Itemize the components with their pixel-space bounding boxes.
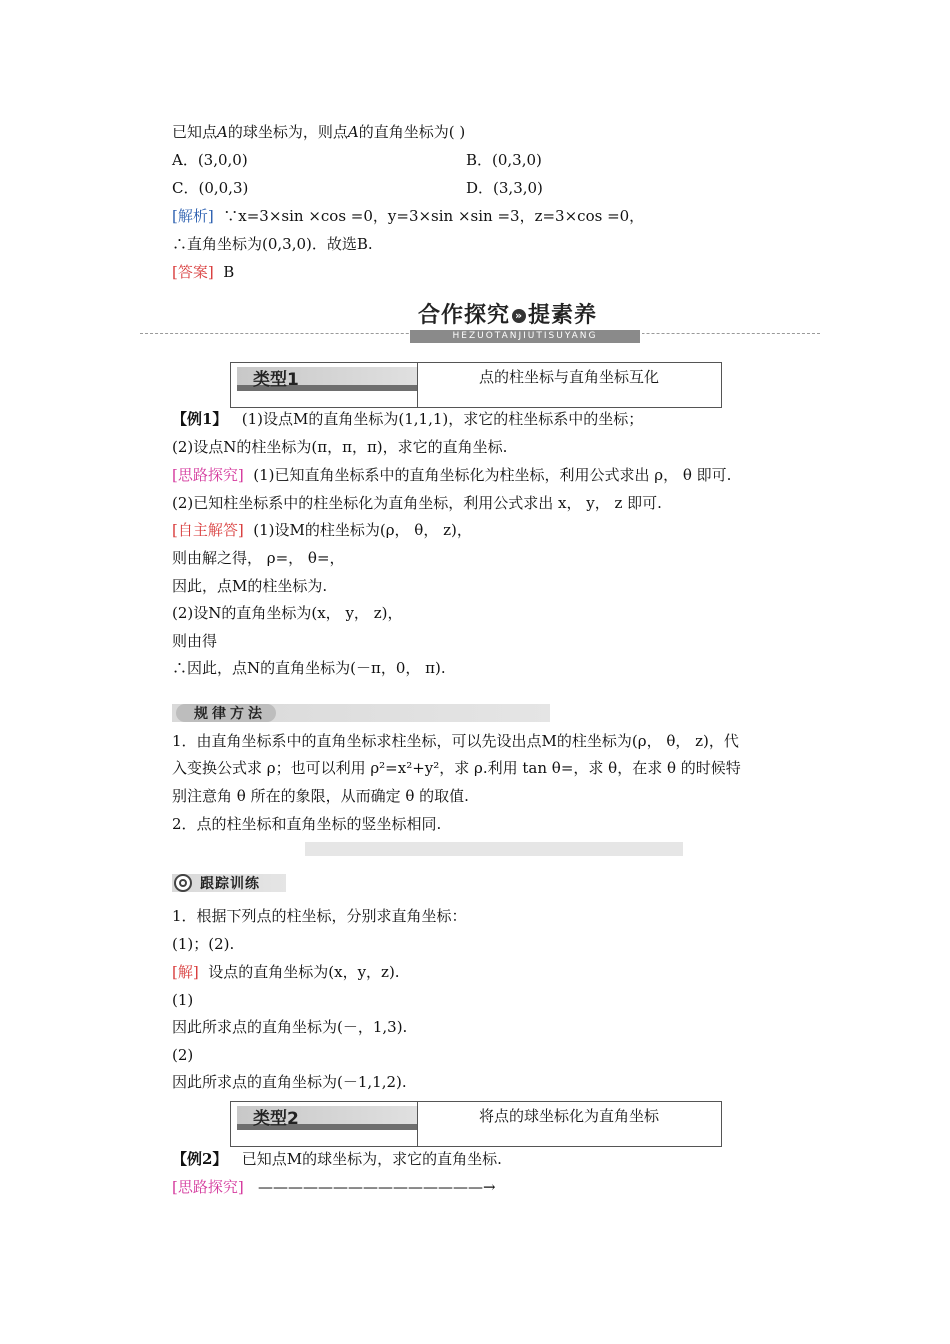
arrow-icon: ———————————————→ [258,1178,496,1196]
example2-line1 [172,1149,502,1169]
method-heading-text: 规律方法 [194,706,266,722]
think-tag: [思路探究] [172,1178,244,1196]
option-a: A．(3,0,0) [172,151,248,169]
answer-line [172,262,234,282]
train-heading-text: 跟踪训练 [200,876,260,892]
solve-tag: [自主解答] [172,521,244,539]
solve-line5: 则由得 [172,632,218,650]
stem-part: 的球坐标为，则点 [227,123,348,141]
stem-part: 已知点 [172,123,218,141]
train-sol1 [172,962,400,982]
section-title [418,298,638,329]
train-q1b: (1)；(2). [172,935,235,953]
example2-text: 已知点M的球坐标为，求它的直角坐标. [241,1150,502,1168]
var-a: A [347,123,359,141]
think-line2: (2)已知柱坐标系中的柱坐标化为直角坐标，利用公式求出 x， y， z 即可. [172,494,662,512]
example1-line1 [172,409,643,429]
option-c: C．(0,0,3) [172,179,249,197]
type1-label: 类型1 [253,370,299,390]
example2-tag: 【例2】 [172,1150,228,1168]
method-heading [172,704,550,722]
type2-box [230,1101,722,1147]
solve-line1 [172,520,472,540]
example1-tag: 【例1】 [172,410,228,428]
solve-line6: ∴因此，点N的直角坐标为(－π，0， π). [172,659,446,677]
solve-line2: 则由解之得， ρ=， θ=， [172,549,345,567]
arrow-icon: » [512,309,526,323]
analysis-text: ∵x=3×sin ×cos =0，y=3×sin ×sin =3，z=3×cos =0， [223,207,645,225]
divider-bar [305,842,683,856]
conclusion: ∴直角坐标为(0,3,0)．故选B. [172,235,373,253]
question-stem [172,122,465,142]
example2-think [172,1177,496,1197]
example1-line2: (2)设点N的柱坐标为(π，π，π)，求它的直角坐标. [172,438,508,456]
think-line1 [172,465,731,485]
type2-label: 类型2 [253,1109,299,1129]
train-sol2: (1) [172,991,194,1009]
sol-text: 设点的直角坐标为(x，y，z). [208,963,400,981]
train-sol3: 因此所求点的直角坐标为(－，1,3). [172,1018,408,1036]
section-title-right: 提素养 [528,303,598,328]
example1-text: (1)设点M的直角坐标为(1,1,1)，求它的柱坐标系中的坐标； [241,410,644,428]
answer-value: B [223,263,235,281]
section-subtitle: HEZUOTANJIUTISUYANG [410,330,640,343]
analysis-tag: [解析] [172,207,214,225]
solve-text: (1)设M的柱坐标为(ρ， θ， z)， [253,521,472,539]
analysis-line [172,206,644,226]
method-p1a: 1．由直角坐标系中的直角坐标求柱坐标，可以先设出点M的柱坐标为(ρ， θ， z)，代 [172,732,739,750]
target-icon [174,874,192,892]
option-d: D．(3,3,0) [466,179,543,197]
type1-box [230,362,722,408]
type1-label-cell [231,363,418,407]
think-text: (1)已知直角坐标系中的直角坐标化为柱坐标，利用公式求出 ρ， θ 即可. [253,466,732,484]
stem-part: 的直角坐标为( ) [358,123,466,141]
method-p1b: 入变换公式求 ρ；也可以利用 ρ²=x²+y²，求 ρ.利用 tan θ=，求 θ，在求 θ 的时候特 [172,759,741,777]
method-p1c: 别注意角 θ 所在的象限，从而确定 θ 的取值. [172,787,469,805]
sol-tag: [解] [172,963,199,981]
solve-line3: 因此，点M的柱坐标为. [172,577,328,595]
var-a: A [217,123,228,141]
type2-title: 将点的球坐标化为直角坐标 [478,1107,659,1125]
option-b: B．(0,3,0) [466,151,542,169]
train-q1: 1．根据下列点的柱坐标，分别求直角坐标： [172,907,467,925]
type2-label-cell [231,1102,418,1146]
train-sol4: (2) [172,1046,194,1064]
method-p2: 2．点的柱坐标和直角坐标的竖坐标相同. [172,815,442,833]
train-sol5: 因此所求点的直角坐标为(－1,1,2). [172,1073,407,1091]
type1-title: 点的柱坐标与直角坐标互化 [478,368,659,386]
section-title-left: 合作探究 [418,303,511,328]
think-tag: [思路探究] [172,466,244,484]
solve-line4: (2)设N的直角坐标为(x， y， z)， [172,604,403,622]
answer-tag: [答案] [172,263,214,281]
